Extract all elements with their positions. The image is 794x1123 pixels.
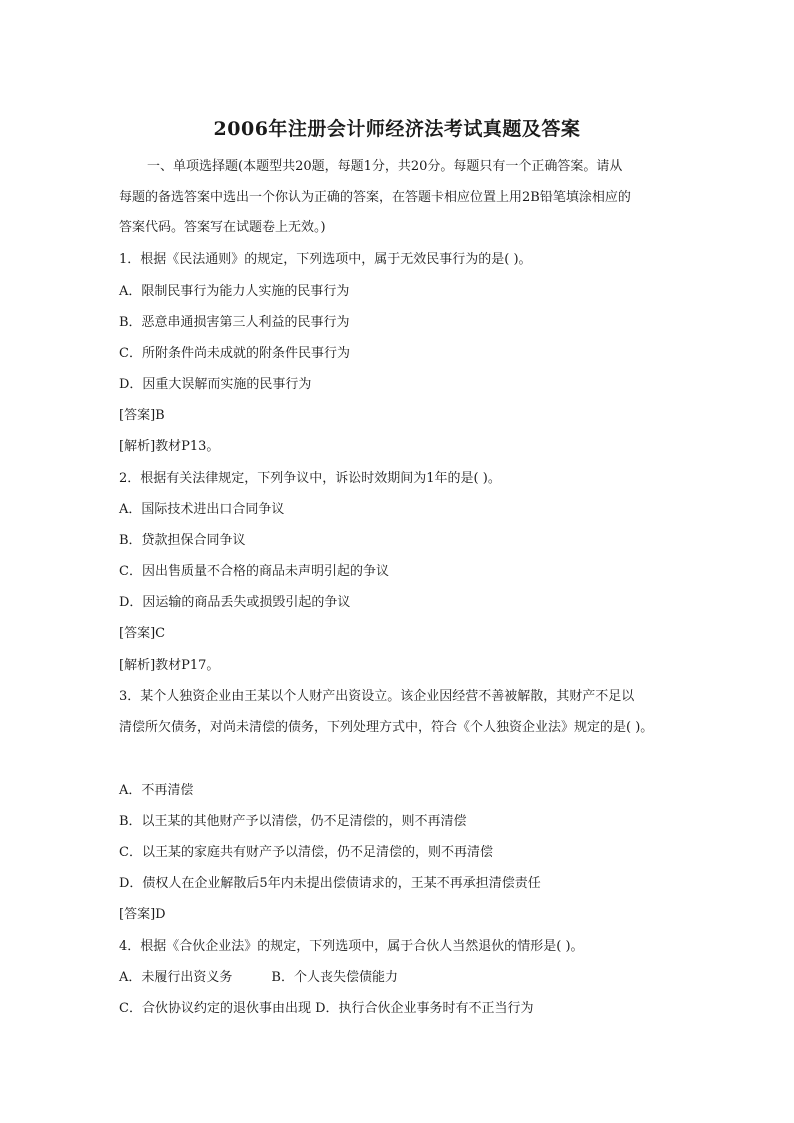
q1-option-b: B．恶意串通损害第三人利益的民事行为 — [119, 315, 350, 330]
q3-answer: [答案]D — [119, 907, 166, 922]
q2-stem: 2．根据有关法律规定，下列争议中，诉讼时效期间为1年的是( )。 — [119, 471, 501, 486]
q3-option-a: A．不再清偿 — [119, 783, 194, 798]
q1-option-a: A．限制民事行为能力人实施的民事行为 — [119, 284, 350, 299]
q4-options-ab: A．未履行出资义务 B．个人丧失偿债能力 — [119, 970, 398, 985]
q3-stem-line-1: 3．某个人独资企业由王某以个人财产出资设立。该企业因经营不善被解散，其财产不足以 — [119, 689, 635, 704]
intro-line-3: 答案代码。答案写在试题卷上无效。) — [119, 220, 326, 235]
q1-analysis: [解析]教材P13。 — [119, 439, 220, 454]
q3-option-d: D．债权人在企业解散后5年内未提出偿债请求的，王某不再承担清偿责任 — [119, 876, 541, 891]
q4-stem: 4．根据《合伙企业法》的规定，下列选项中，属于合伙人当然退伙的情形是( )。 — [119, 939, 584, 954]
q2-option-d: D．因运输的商品丢失或损毁引起的争议 — [119, 595, 351, 610]
q4-options-cd: C．合伙协议约定的退伙事由出现 D．执行合伙企业事务时有不正当行为 — [119, 1001, 534, 1016]
q3-option-c: C．以王某的家庭共有财产予以清偿，仍不足清偿的，则不再清偿 — [119, 845, 493, 860]
intro-line-1: 一、单项选择题(本题型共20题，每题1分，共20分。每题只有一个正确答案。请从 — [147, 159, 623, 174]
q2-analysis: [解析]教材P17。 — [119, 658, 220, 673]
intro-line-2: 每题的备选答案中选出一个你认为正确的答案，在答题卡相应位置上用2B铅笔填涂相应的 — [119, 190, 631, 205]
q1-answer: [答案]B — [119, 408, 165, 423]
q1-option-d: D．因重大误解而实施的民事行为 — [119, 377, 312, 392]
q3-option-b: B．以王某的其他财产予以清偿，仍不足清偿的，则不再清偿 — [119, 814, 467, 829]
q1-stem: 1．根据《民法通则》的规定，下列选项中，属于无效民事行为的是( )。 — [119, 252, 532, 267]
document-title: 2006年注册会计师经济法考试真题及答案 — [213, 118, 581, 140]
q3-stem-line-2: 清偿所欠债务，对尚未清偿的债务，下列处理方式中，符合《个人独资企业法》规定的是( )。 — [119, 720, 654, 735]
q2-option-a: A．国际技术进出口合同争议 — [119, 502, 285, 517]
q2-option-c: C．因出售质量不合格的商品未声明引起的争议 — [119, 564, 389, 579]
q1-option-c: C．所附条件尚未成就的附条件民事行为 — [119, 346, 350, 361]
q2-option-b: B．贷款担保合同争议 — [119, 533, 246, 548]
q2-answer: [答案]C — [119, 626, 166, 641]
